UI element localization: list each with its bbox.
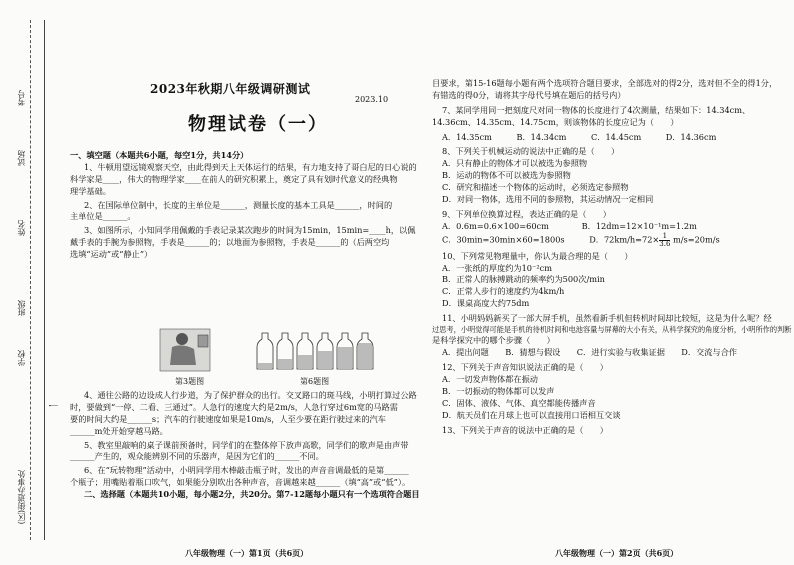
figure-6-caption: 第6题图 bbox=[300, 377, 330, 386]
options-cd-text: C．30min=30min×60=1800s D．72km/h=72× bbox=[442, 234, 660, 245]
question-line: 主单位是______。 bbox=[70, 211, 136, 222]
cut-line bbox=[30, 20, 31, 540]
binding-margin bbox=[0, 0, 62, 565]
option-d: D．对同一物体，选用不同的参照物，其运动情况一定相同 bbox=[442, 194, 654, 205]
bottles-figure bbox=[257, 333, 373, 369]
question-line: 个瓶子；用嘴贴着瓶口吹气，如果能分别吹出各种声音，音调越来越______（填“高”或“低”）。 bbox=[70, 477, 411, 488]
page-footer-left: 八年级物理（一）第1页（共6页） bbox=[185, 548, 309, 558]
margin-label-exam-no: 考号 bbox=[17, 90, 26, 106]
options-ab: A．0.6m=0.6×100=60cm B．12dm=12×10⁻¹m=1.2m bbox=[442, 220, 697, 231]
option-a: A．一张纸的厚度约为10⁻²cm bbox=[442, 262, 552, 273]
left-column bbox=[70, 150, 417, 261]
question-line: 过思考，小明觉得可能是手机的待机时间和电池容量与屏幕的大小有关，从科学探究的角度分析，小明所作的判断 bbox=[432, 325, 792, 335]
margin-label-district: (区)街道办事处 bbox=[17, 470, 26, 525]
figures-area bbox=[150, 325, 380, 373]
question-line: 目要求，第15-16题每小题有两个选项符合题目要求，全部选对的得2分，选对但不全的得1分， bbox=[432, 78, 778, 88]
question-10: 10、下列常见物理量中，你认为最合理的是（ ） bbox=[442, 250, 633, 261]
section-choice-heading: 二、选择题（本题共10小题，每小题2分，共20分。第7-12题每小题只有一个选项符合题目 bbox=[84, 489, 420, 500]
exam-date: 2023.10 bbox=[355, 95, 389, 104]
runner-figure bbox=[160, 329, 210, 371]
options-cd bbox=[432, 233, 791, 248]
question-line: 要的时间大约是______s；汽车的行驶速度如果是10m/s，人至少要在距行驶过来的汽车 bbox=[70, 413, 386, 424]
margin-label-school: 学校 bbox=[17, 350, 26, 366]
question-line: 3、如图所示，小知同学用佩戴的手表记录某次跑步的时间为15min，15min=____h，以佩 bbox=[84, 225, 416, 236]
question-line: ______产生的，观众能辨别不同的乐器声，是因为它们的______不同。 bbox=[70, 451, 324, 462]
figure-3-caption: 第3题图 bbox=[175, 377, 205, 386]
fold-mark: 一 bbox=[50, 400, 61, 410]
question-7-options: A．14.35cm B．14.34cm C．14.45cm D．14.36cm bbox=[442, 131, 717, 142]
seal-line bbox=[44, 20, 45, 540]
question-line: 14.36cm、14.35cm、14.75cm，则该物体的长度应记为（ ） bbox=[432, 116, 679, 127]
option-c: C．正常人步行的速度约为4km/h bbox=[442, 286, 565, 297]
section-fill-in-heading: 一、填空题（本题共6小题，每空1分，共14分） bbox=[70, 150, 249, 160]
fraction: $\frac{1}{3.6}$ bbox=[659, 231, 671, 248]
fraction-tail: m/s=20m/s bbox=[673, 234, 720, 245]
question-11: 11、小明妈妈新买了一部大屏手机，虽然看新手机但转机时间却比较短，这是为什么呢？经 bbox=[442, 313, 772, 324]
question-line: 理学基础。 bbox=[70, 185, 111, 196]
question-8: 8、下列关于机械运动的说法中正确的是（ ） bbox=[442, 146, 620, 157]
right-column bbox=[432, 78, 791, 437]
option-a: A．一切发声物体都在振动 bbox=[442, 374, 538, 385]
question-line: 科学家是____，伟大的物理学家____在前人的研究积累上，奠定了具有划时代意义的经典物 bbox=[70, 173, 398, 184]
paper-subject: 物理试卷（一） bbox=[188, 114, 328, 135]
question-line: 4、通往公路的边设成人行步道，为了保护群众的出行。交叉路口的斑马线，小明打算过公路 bbox=[84, 390, 417, 400]
figure-drawings bbox=[150, 325, 380, 373]
question-9: 9、下列单位换算过程，表达正确的是（ ） bbox=[442, 208, 611, 219]
question-line: 时，要做到“一停、二看、三通过”。人急行的速度大约是2m/s，人急行穿过6m宽的马路需 bbox=[70, 401, 398, 412]
option-b: B．正常人的脉搏跳动的频率约为500次/min bbox=[442, 274, 605, 285]
question-line: 6、在“玩转物理”活动中，小明同学用木棒敲击瓶子时，发出的声音音调最低的是第______ bbox=[84, 465, 409, 476]
question-line: 戴手表的手腕为参照物，手表是______的；以地面为参照物，手表是______的（后两空均 bbox=[70, 237, 390, 248]
question-7: 7、某同学用同一把刻度尺对同一物体的长度进行了4次测量，结果如下：14.34cm、 bbox=[442, 104, 751, 115]
question-line: 1、牛顿用望远镜观察天空，由此得到天上天体运行的结果，有力地支持了哥白尼的日心说的 bbox=[84, 161, 417, 172]
page-footer-right: 八年级物理（一）第2页（共6页） bbox=[555, 548, 679, 558]
left-column-continued bbox=[70, 390, 420, 501]
question-line: 是科学探究中的哪个步骤（ ） bbox=[432, 335, 555, 346]
question-line: 有错选的得0分，请将其字母代号填在题后的括号内） bbox=[432, 89, 626, 100]
question-line: 2、在国际单位制中，长度的主单位是______，测量长度的基本工具是______，时间的 bbox=[84, 199, 393, 210]
question-11-options: A．提出问题 B．猜想与假设 C．进行实验与收集证据 D．交流与合作 bbox=[442, 347, 737, 358]
option-b: B．运动的物体不可以被选为参照物 bbox=[442, 170, 571, 181]
option-c: C．固体、液体、气体、真空都能传播声音 bbox=[442, 397, 596, 408]
margin-label-class: 班级 bbox=[17, 300, 26, 316]
question-line: 选填“运动”或“静止”） bbox=[70, 249, 153, 260]
option-b: B．一切振动的物体都可以发声 bbox=[442, 386, 555, 397]
option-d: D．课桌高度大约75dm bbox=[442, 298, 530, 309]
exam-title: 2023年秋期八年级调研测试 bbox=[150, 82, 311, 96]
margin-label-room: 试场 bbox=[17, 150, 26, 166]
option-a: A．只有静止的物体才可以被选为参照物 bbox=[442, 158, 588, 169]
question-line: ______m处开始穿越马路。 bbox=[70, 425, 168, 436]
question-line: 5、教室里敲响的桌子课前预备时，同学们的在整体停下放声高歌，同学们的歌声是由声带 bbox=[84, 439, 409, 450]
question-12: 12、下列关于声音知识说法正确的是（ ） bbox=[442, 362, 608, 373]
option-c: C．研究和描述一个物体的运动时，必须选定参照物 bbox=[442, 182, 629, 193]
question-13: 13、下列关于声音的说法中正确的是（ ） bbox=[442, 424, 608, 435]
margin-label-name: 姓名 bbox=[17, 220, 26, 236]
option-d: D．航天员们在月球上也可以直接用口语相互交谈 bbox=[442, 409, 621, 420]
